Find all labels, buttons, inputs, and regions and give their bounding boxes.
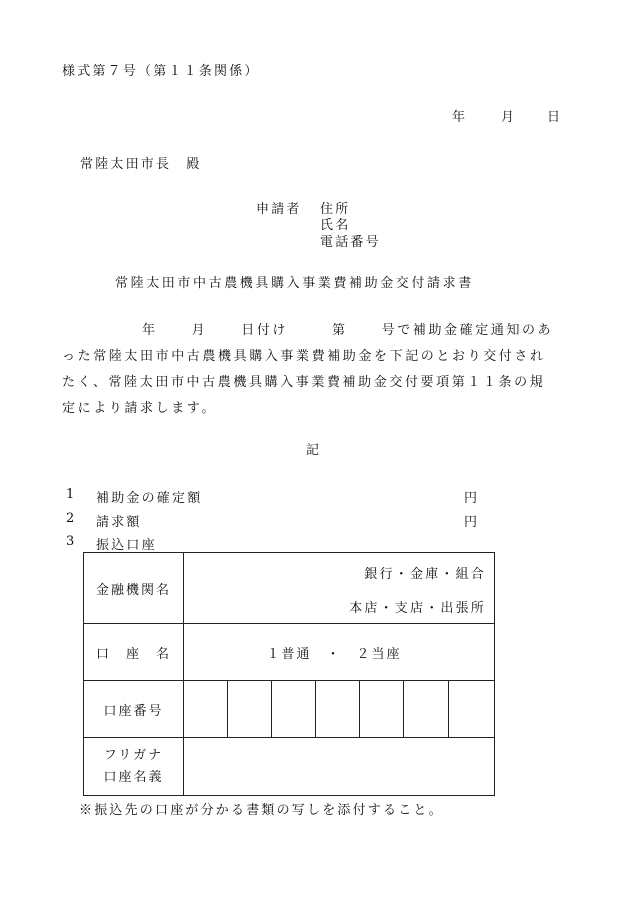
item-unit: 円 [464, 491, 480, 506]
item-unit: 円 [464, 515, 480, 530]
institution-types: 銀行・金庫・組合 [364, 567, 487, 582]
applicant-phone: 電話番号 [320, 235, 381, 250]
account-digit-cell[interactable] [272, 681, 316, 738]
account-type-options[interactable]: １普通 ・ ２当座 [184, 624, 495, 681]
applicant-address: 住所 [320, 202, 351, 217]
addressee: 常陸太田市長 殿 [80, 157, 202, 172]
item-label: 補助金の確定額 [96, 491, 203, 506]
item-number: 3 [66, 534, 77, 549]
account-holder-field[interactable] [184, 738, 495, 796]
document-title: 常陸太田市中古農機具購入事業費補助金交付請求書 [115, 276, 474, 291]
date-day: 日 [547, 110, 563, 125]
date-year: 年 [452, 110, 468, 125]
institution-field[interactable] [184, 553, 495, 624]
item-number: 1 [66, 487, 77, 502]
body-line-3: たく、常陸太田市中古農機具購入事業費補助金交付要項第１１条の規 [62, 375, 546, 390]
body-line1-rest: 号で補助金確定通知のあ [381, 323, 554, 338]
item-label: 振込口座 [96, 538, 157, 553]
account-type-label: 口 座 名 [84, 624, 184, 681]
account-number-label: 口座番号 [84, 681, 184, 738]
form-id: 様式第７号（第１１条関係） [62, 64, 260, 79]
account-digit-cell[interactable] [316, 681, 360, 738]
date-month: 月 [501, 110, 517, 125]
account-digit-cell[interactable] [404, 681, 449, 738]
institution-label: 金融機関名 [84, 553, 184, 624]
bank-account-table [83, 552, 495, 796]
account-digit-cell[interactable] [228, 681, 272, 738]
body-month: 月 [191, 323, 208, 338]
item-number: 2 [66, 511, 77, 526]
applicant-label: 申請者 [256, 202, 302, 217]
body-year: 年 [142, 323, 158, 338]
furigana-label: フリガナ [103, 747, 164, 763]
body-line-4: 定により請求します。 [62, 401, 217, 416]
account-holder-label [84, 738, 184, 796]
account-digit-cell[interactable] [184, 681, 228, 738]
body-dai: 第 [332, 323, 348, 338]
item-label: 請求額 [96, 515, 142, 530]
attachment-note: ※振込先の口座が分かる書類の写しを添付すること。 [79, 803, 444, 818]
account-digit-cell[interactable] [360, 681, 404, 738]
body-dated: 日付け [241, 323, 289, 338]
ki-heading: 記 [306, 443, 322, 458]
applicant-name: 氏名 [320, 218, 351, 233]
holder-label: 口座名義 [103, 769, 164, 785]
branch-types: 本店・支店・出張所 [349, 601, 487, 616]
body-line-1 [62, 318, 567, 344]
body-line-2: った常陸太田市中古農機具購入事業費補助金を下記のとおり交付され [62, 349, 546, 364]
account-digit-cell[interactable] [449, 681, 495, 738]
body-paragraph [62, 318, 567, 422]
